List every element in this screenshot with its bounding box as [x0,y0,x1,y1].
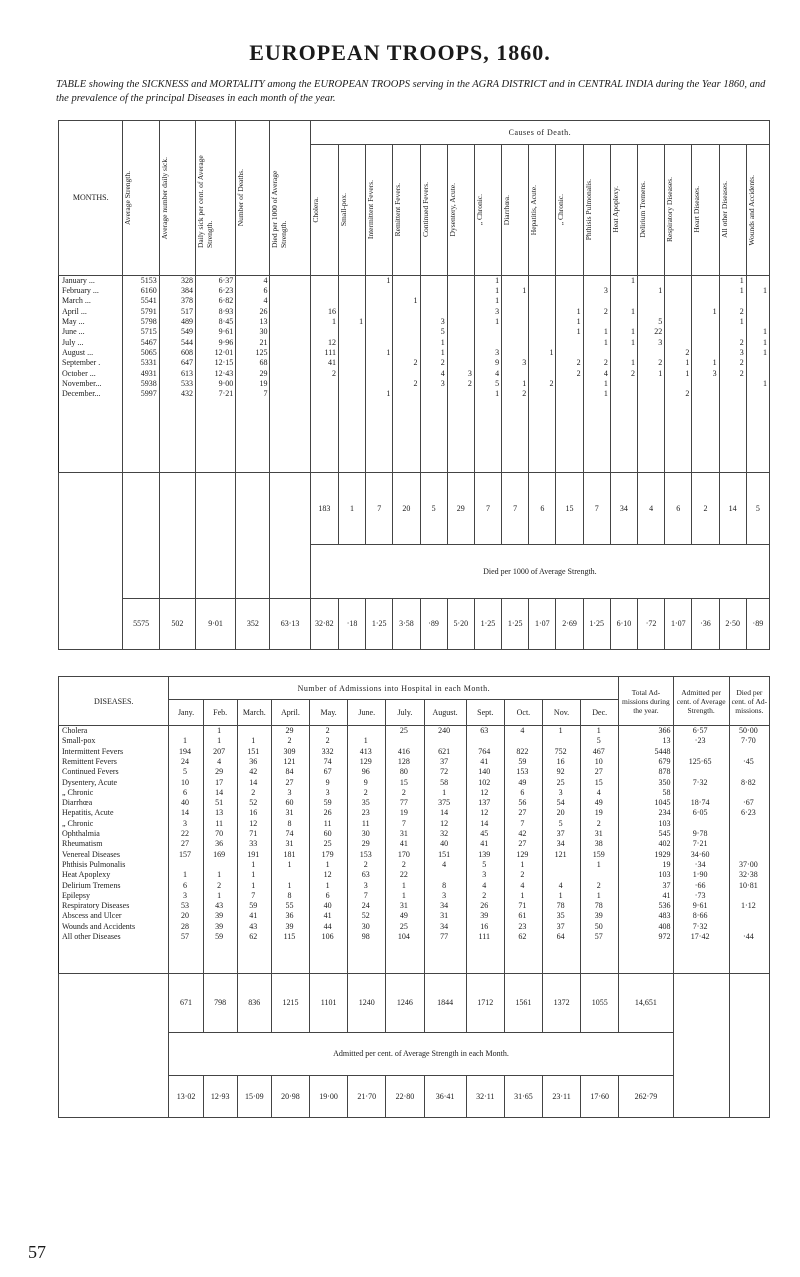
month-total: 1712 [466,973,504,1032]
month-total: 1055 [581,973,619,1032]
cause-column: 1 1 1 [366,275,393,472]
month-rate: 20·98 [271,1076,309,1118]
cause-rate: 5·20 [447,598,474,649]
month-rate: 31·65 [504,1076,542,1118]
month-header: Dec. [581,700,619,726]
month-column: 63 764 41 140 102 12 137 12 14 45 41 139 5 3 4 2 26 39 16 111 [466,726,504,974]
month-header: July. [386,700,424,726]
month-column: 29 2 309 121 84 27 3 60 31 8 74 31 181 1 1 8 55 36 39 115 [271,726,309,974]
page-number: 57 [28,1242,46,1262]
cause-total: 5 [746,472,769,544]
month-total: 1372 [542,973,580,1032]
cause-rate: ·72 [638,598,665,649]
cause-rate: ·18 [338,598,365,649]
cause-header: „ Chronic. [556,194,566,226]
died-per-1000-column [270,275,310,472]
cause-header: All other Diseases. [719,181,729,239]
cause-total: 7 [474,472,501,544]
cause-column: 3 2 [447,275,474,472]
cause-column: 1 1 1 1 1 [746,275,769,472]
month-rate: 12·93 [203,1076,237,1118]
cause-column: 1 2 [529,275,556,472]
month-header: May. [310,700,348,726]
month-column: 1 752 16 92 25 3 54 20 5 37 34 121 4 1 78 35 37 64 [542,726,580,974]
cause-total: 183 [310,472,338,544]
grand-total: 14,651 [619,973,673,1032]
deaths-column: 4 6 4 26 13 30 21 125 68 29 19 7 [236,275,270,472]
month-rate: 15·09 [237,1076,271,1118]
cause-total: 7 [366,472,393,544]
month-rate: 21·70 [348,1076,386,1118]
cause-header: Wounds and Accidents. [746,174,756,245]
total-admissions-header: Total Ad-missions during the year. [619,677,673,726]
mortality-table [58,120,770,650]
month-rate: 32·11 [466,1076,504,1118]
cause-total: 34 [610,472,637,544]
month-total: 1561 [504,973,542,1032]
cause-rate: ·89 [746,598,769,649]
admissions-header: Number of Admissions into Hospital in each Month. [169,677,619,700]
cause-total: 20 [393,472,420,544]
month-header: Feb. [203,700,237,726]
months-header: MONTHS. [59,121,123,276]
cause-total: 7 [583,472,610,544]
total-avg-strength: 5575 [123,598,159,649]
cause-column: 1 1 3 [692,275,719,472]
causes-of-death-header: Causes of Death. [310,121,769,145]
cause-header: Delirium Tremens. [638,181,647,239]
daily-sick-pct-column: 6·37 6·23 6·82 8·93 8·45 9·61 9·96 12·01 12·15 12·43 9·00 7·21 [195,275,235,472]
month-column: 240 621 37 72 58 1 375 14 12 32 40 151 4 8 3 34 31 34 77 [424,726,466,974]
month-column: 1 413 129 96 9 2 35 23 11 30 29 153 2 63 3 7 24 52 30 98 [348,726,386,974]
total-avg-sick: 502 [159,598,195,649]
cause-rate: 1·07 [665,598,692,649]
cause-total: 2 [692,472,719,544]
deaths-header: Number of Deaths. [236,169,246,227]
cause-rate: 6·10 [610,598,637,649]
cause-header: Dysentery, Acute. [447,183,457,237]
cause-rate: 1·25 [583,598,610,649]
month-header: June. [348,700,386,726]
daily-sick-pct-header: Daily sick per cent. of Average Strength. [195,155,214,248]
diseases-header: DISEASES. [59,677,169,726]
month-rate: 36·41 [424,1076,466,1118]
total-admissions-column: 366 13 5448 679 878 350 58 1045 234 103 545 402 1929 19 103 37 41 536 483 408 972 [619,726,673,974]
cause-rate: 1·25 [474,598,501,649]
total-deaths: 352 [236,598,270,649]
cause-total: 1 [338,472,365,544]
month-column: 2 2 332 74 67 9 3 59 26 11 60 25 179 1 12 1 6 40 41 44 106 [310,726,348,974]
avg-strength-column: 5153 6160 5541 5791 5798 5715 5467 5065 5331 4931 5938 5997 [123,275,159,472]
table-caption: TABLE showing the SICKNESS and MORTALITY among the EUROPEAN TROOPS serving in the AGRA DISTRICT and in CENTRAL INDIA during the Year 1860, and the prevalence of the principal Diseases in each month of the year. [56,79,766,104]
cause-header: Heart Diseases. [692,186,702,234]
cause-total: 6 [665,472,692,544]
cause-total: 4 [638,472,665,544]
cause-rate: 1·25 [502,598,529,649]
total-daily-sick-pct: 9·01 [195,598,235,649]
cause-rate: 2·50 [719,598,746,649]
month-column: 1 5 467 10 27 15 4 49 19 2 31 38 159 1 2 1 78 39 50 57 [581,726,619,974]
cause-header: „ Chronic. [474,194,484,226]
cause-column: 1 3 1 2 [502,275,529,472]
month-total: 798 [203,973,237,1032]
died-per-1000-header: Died per 1000 of Average Strength. [270,170,289,248]
cause-rate: 3·58 [393,598,420,649]
admitted-pct-column: 6·57 ·23 125·65 7·32 18·74 6·05 9·78 7·21 34·60 ·34 1·90 ·66 ·73 9·61 8·66 7·32 17·42 [673,726,729,974]
cause-rate: 1·07 [529,598,556,649]
cause-rate: 2·69 [556,598,583,649]
cause-column: 16 1 12 111 41 2 [310,275,338,472]
month-header: March. [237,700,271,726]
cause-header: Hepatitis, Acute. [529,184,539,235]
month-column: 25 416 128 80 15 2 77 19 7 31 41 170 2 22 1 1 31 49 25 104 [386,726,424,974]
month-header: Sept. [466,700,504,726]
month-header: Oct. [504,700,542,726]
avg-sick-column: 328 384 378 517 489 549 544 608 647 613 533 432 [159,275,195,472]
cause-rate: ·89 [420,598,447,649]
admitted-pct-note: Admitted per cent. of Average Strength in each Month. [169,1032,673,1076]
cause-column: 1 1 1 2 2 [556,275,583,472]
month-rate: 23·11 [542,1076,580,1118]
cause-rate: 1·25 [366,598,393,649]
month-total: 1101 [310,973,348,1032]
cause-total: 29 [447,472,474,544]
cause-column: 3 5 1 1 2 4 3 [420,275,447,472]
month-column: 4 822 59 153 49 6 56 27 7 42 27 129 1 2 4 1 71 61 23 62 [504,726,542,974]
cause-total: 7 [502,472,529,544]
months-column: January ... February ... March ... April ... May ... June ... July ... August ... September . October ... November... December... [59,275,123,472]
cause-header: Small-pox. [338,193,348,227]
cause-rate: ·36 [692,598,719,649]
month-column: 1 1 207 4 29 17 14 51 13 11 70 36 169 1 2 1 43 39 39 59 [203,726,237,974]
avg-sick-header: Average number daily sick. [159,156,169,240]
month-total: 1215 [271,973,309,1032]
month-total: 1246 [386,973,424,1032]
cause-column: 1 2 2 [393,275,420,472]
cause-column: 3 2 1 1 2 4 1 1 [583,275,610,472]
month-header: Jany. [169,700,203,726]
cause-column: 1 1 2 1 2 3 2 2 [719,275,746,472]
cause-column: 2 1 1 2 [665,275,692,472]
cause-column: 1 [338,275,365,472]
total-died-per-1000: 63·13 [270,598,310,649]
cause-header: Intermittent Fevers. [366,180,376,240]
month-rate: 17·60 [581,1076,619,1118]
cause-header: Diarrhœa. [502,194,512,225]
month-total: 671 [169,973,203,1032]
cause-header: Respiratory Diseases. [665,177,675,243]
died-per-1000-note: Died per 1000 of Average Strength. [310,544,769,598]
month-header: August. [424,700,466,726]
cause-rate: 32·82 [310,598,338,649]
diseases-column: Cholera Small-pox Intermittent Fevers Remittent Fevers Continued Fevers Dysentery, Acute „ Chronic Diarrhœa Hepatitis, Acute „ Chronic Ophthalmia Rheumatism Venereal Diseases Phthisis Pulmonalis Heat Apoplexy Delirium Tremens Epilepsy Respiratory Diseases Abscess and Ulcer Wounds and Accidents All other Diseases [59,726,169,974]
month-total: 1240 [348,973,386,1032]
cause-header: Heat Apoplexy. [610,186,620,234]
cause-column: 1 5 22 3 2 1 [638,275,665,472]
cause-total: 6 [529,472,556,544]
month-rate: 19·00 [310,1076,348,1118]
admissions-table [58,676,770,1118]
month-rate: 22·80 [386,1076,424,1118]
month-total: 836 [237,973,271,1032]
died-pct-header: Died per cent. of Ad-missions. [729,677,769,726]
cause-total: 15 [556,472,583,544]
month-rate: 13·02 [169,1076,203,1118]
avg-strength-header: Average Strength. [123,170,133,225]
month-column: 1 194 24 5 10 6 40 14 3 22 27 157 1 6 3 53 20 28 57 [169,726,203,974]
cause-total: 5 [420,472,447,544]
cause-header: Cholera. [310,196,320,223]
admitted-pct-header: Admitted per cent. of Average Strength. [673,677,729,726]
month-total: 1844 [424,973,466,1032]
page-title: EUROPEAN TROOPS, 1860. [249,40,551,65]
cause-header: Continued Fevers. [420,182,430,238]
cause-total: 14 [719,472,746,544]
cause-column: 1 1 1 3 1 3 9 4 5 1 [474,275,501,472]
grand-rate: 262·79 [619,1076,673,1118]
month-header: Nov. [542,700,580,726]
cause-header: Phthisis Pulmonalis. [583,179,593,241]
month-column: 1 151 36 42 14 2 52 16 12 71 33 191 1 1 1 7 59 41 43 62 [237,726,271,974]
died-pct-column: 50·00 7·70 ·45 8·82 ·67 6·23 37·00 32·38 10·81 1·12 ·44 [729,726,769,974]
month-header: April. [271,700,309,726]
cause-column: 1 1 1 1 1 2 [610,275,637,472]
cause-header: Remittent Fevers. [393,183,403,237]
